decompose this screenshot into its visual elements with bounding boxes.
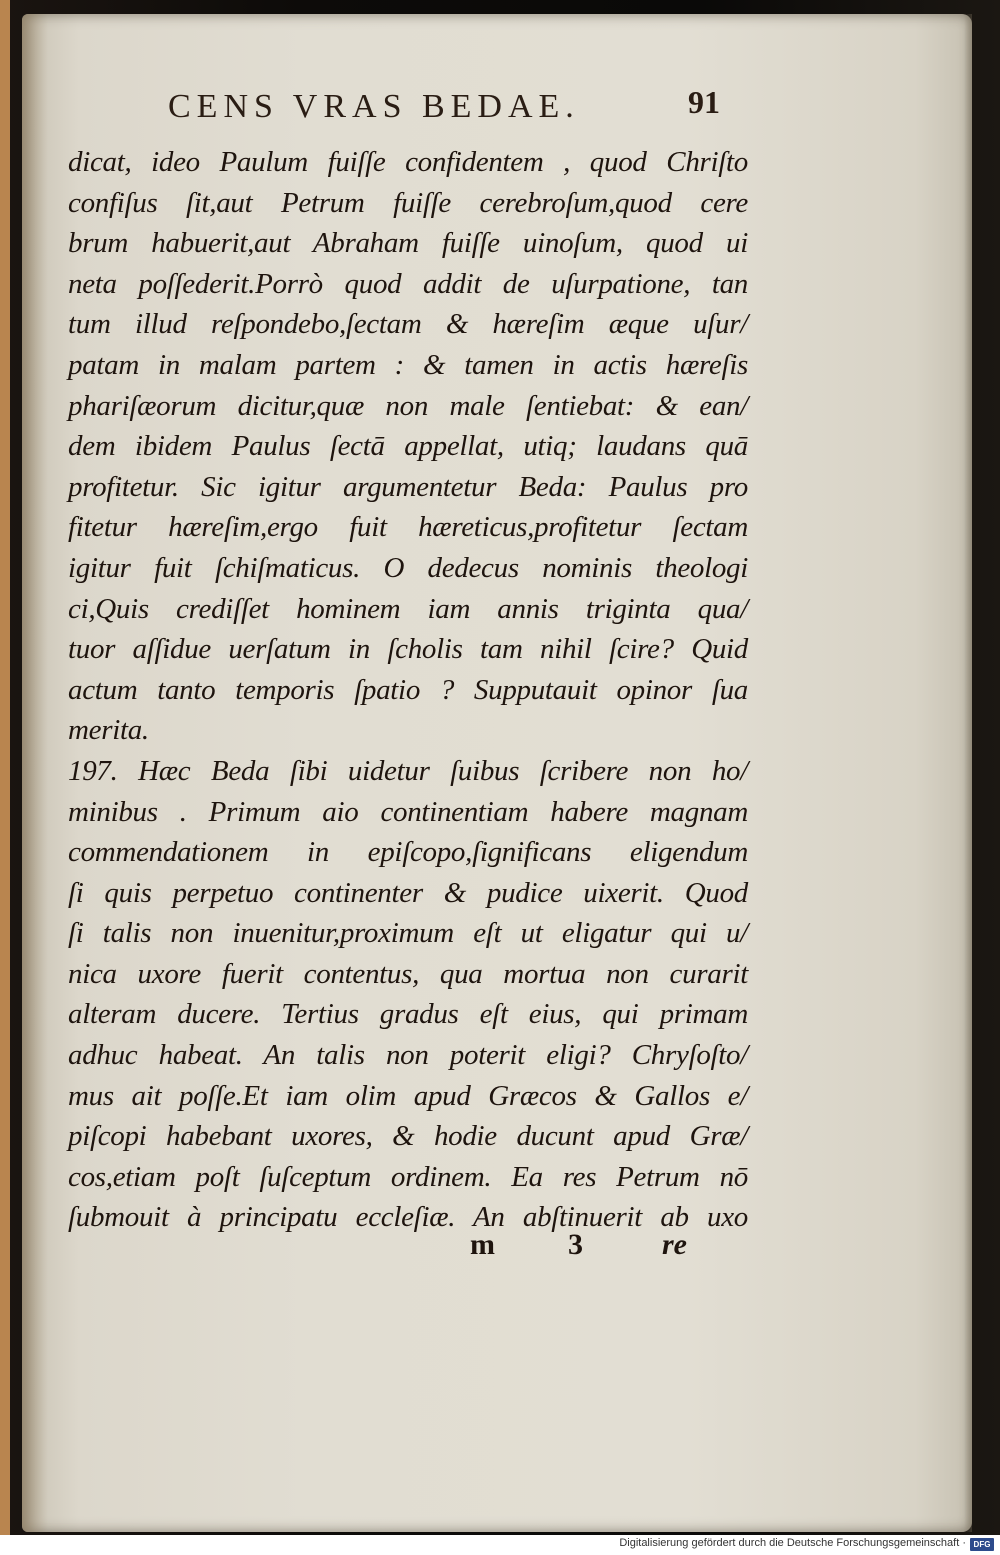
text-line: ſi quis perpetuo continenter & pudice uixerit. Quod xyxy=(68,876,748,909)
text-line: piſcopi habebant uxores, & hodie ducunt apud Græ/ xyxy=(68,1120,748,1153)
page-edge-shadow xyxy=(964,14,972,1532)
text-line: 197. Hæc Beda ſibi uidetur ſuibus ſcribere non ho/ xyxy=(68,754,748,787)
catchword: re xyxy=(662,1228,687,1261)
text-line: mus ait poſſe.Et iam olim apud Græcos & Gallos e/ xyxy=(68,1079,748,1112)
text-line: dem ibidem Paulus ſectā appellat, utiq; laudans quā xyxy=(68,430,748,463)
text-line: confiſus ſit,aut Petrum fuiſſe cerebroſum,quod cere xyxy=(68,186,748,219)
text-line: tum illud reſpondebo,ſectam & hæreſim æque uſur/ xyxy=(68,308,748,341)
text-line: alteram ducere. Tertius gradus eſt eius, qui primam xyxy=(68,998,748,1031)
text-line: nica uxore fuerit contentus, qua mortua non curarit xyxy=(68,957,748,990)
text-line: dicat, ideo Paulum fuiſſe confidentem , quod Chriſto xyxy=(68,146,748,178)
text-line: tuor aſſidue uerſatum in ſcholis tam nihil ſcire? Quid xyxy=(68,633,748,666)
text-line: patam in malam partem : & tamen in actis hæreſis xyxy=(68,348,748,381)
text-line: minibus . Primum aio continentiam habere magnam xyxy=(68,795,748,828)
text-line: actum tanto temporis ſpatio ? Supputauit opinor ſua xyxy=(68,673,748,706)
text-line: ſubmouit à principatu eccleſiæ. An abſtinuerit ab uxo xyxy=(68,1201,748,1234)
signature-mark: m xyxy=(470,1228,495,1261)
credit-bar xyxy=(0,1535,1000,1555)
text-line: adhuc habeat. An talis non poterit eligi? Chryſoſto/ xyxy=(68,1039,748,1072)
text-line: profitetur. Sic igitur argumentetur Beda: Paulus pro xyxy=(68,470,748,503)
body-text xyxy=(68,142,748,1238)
text-line: ci,Quis crediſſet hominem iam annis triginta qua/ xyxy=(68,592,748,625)
text-line: neta poſſederit.Porrò quod addit de uſurpatione, tan xyxy=(68,267,748,300)
text-line: phariſæorum dicitur,quæ non male ſentiebat: & ean/ xyxy=(68,389,748,422)
page-number: 91 xyxy=(688,84,720,120)
dfg-logo-icon: DFG xyxy=(970,1538,994,1551)
running-head: CENS VRAS BEDAE. xyxy=(168,88,580,125)
text-line: igitur fuit ſchiſmaticus. O dedecus nominis theologi xyxy=(68,551,748,584)
text-line: cos,etiam poſt ſuſceptum ordinem. Ea res Petrum nō xyxy=(68,1160,748,1193)
text-line: brum habuerit,aut Abraham fuiſſe uinoſum, quod ui xyxy=(68,227,748,260)
binding-edge xyxy=(0,0,10,1555)
text-line: fitetur hæreſim,ergo fuit hæreticus,profitetur ſectam xyxy=(68,511,748,544)
text-line: ſi talis non inuenitur,proximum eſt ut eligatur qui u/ xyxy=(68,917,748,950)
text-line: commendationem in epiſcopo,ſignificans eligendum xyxy=(68,836,748,869)
funding-credit: Digitalisierung gefördert durch die Deutsche Forschungsgemeinschaft · xyxy=(619,1537,966,1549)
signature-number: 3 xyxy=(568,1228,583,1261)
text-line: merita. xyxy=(68,714,149,747)
page-gutter-shadow xyxy=(22,14,48,1532)
